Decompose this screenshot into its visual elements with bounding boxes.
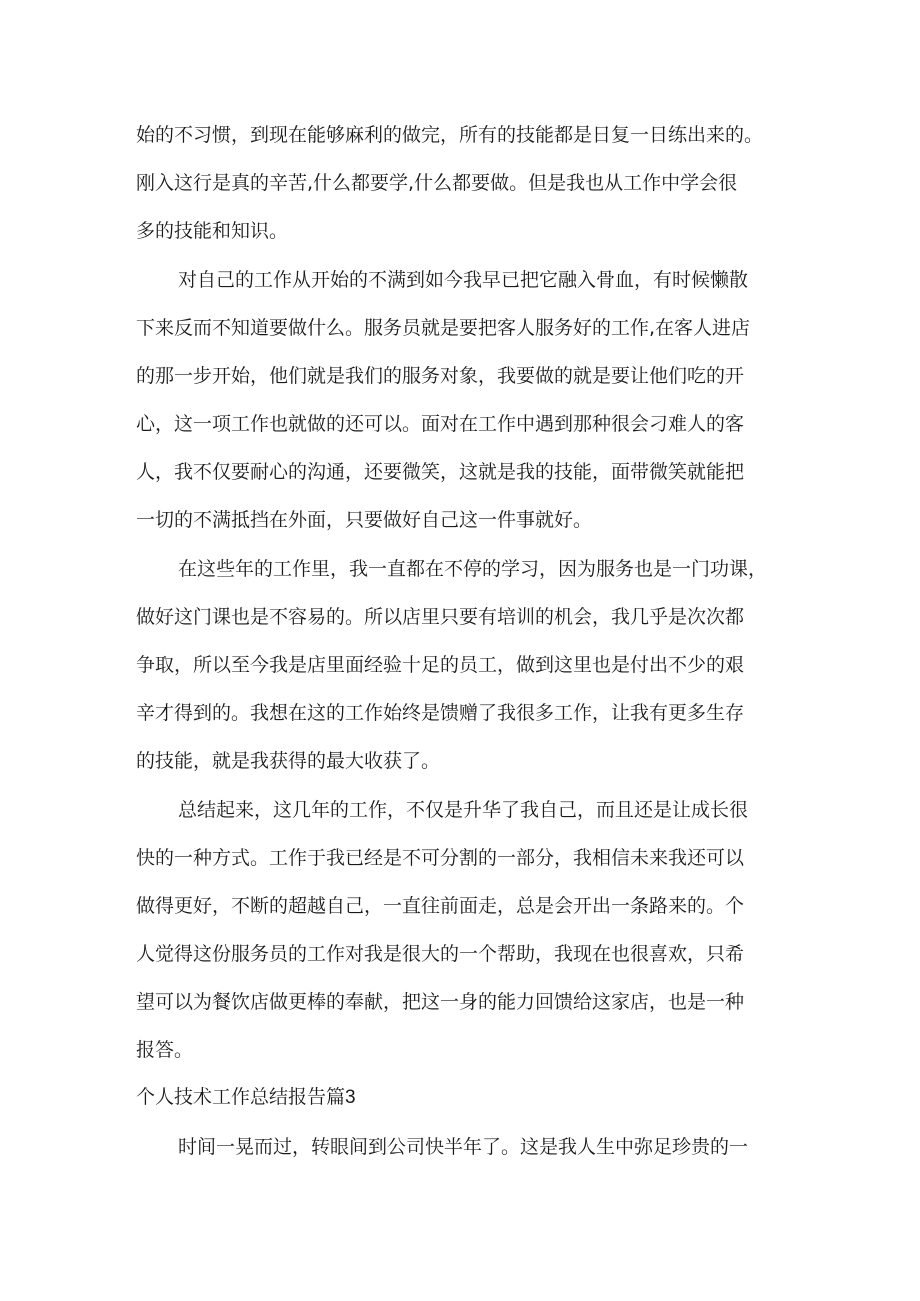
paragraph-4-line-1: 总结起来，这几年的工作，不仅是升华了我自己，而且还是让成长很 [178,799,749,821]
paragraph-1-line-3: 多的技能和知识。 [136,220,289,242]
paragraph-4-line-4: 人觉得这份服务员的工作对我是很大的一个帮助，我现在也很喜欢，只希 [136,943,745,965]
section-heading: 个人技术工作总结报告篇3 [136,1087,356,1108]
paragraph-3-line-1: 在这些年的工作里，我一直都在不停的学习，因为服务也是一门功课， [178,558,768,580]
paragraph-3-line-5: 的技能，就是我获得的最大收获了。 [136,750,441,772]
paragraph-3-line-4: 辛才得到的。我想在这的工作始终是馈赠了我很多工作，让我有更多生存 [136,702,745,724]
paragraph-2-line-3: 的那一步开始，他们就是我们的服务对象，我要做的就是要让他们吃的开 [136,365,745,387]
paragraph-2-line-1: 对自己的工作从开始的不满到如今我早已把它融入骨血，有时候懒散 [178,269,749,291]
paragraph-1-line-2: 刚入这行是真的辛苦,什么都要学,什么都要做。但是我也从工作中学会很 [136,172,738,194]
paragraph-4-line-3: 做得更好，不断的超越自己，一直往前面走，总是会开出一条路来的。个 [136,895,745,917]
paragraph-2-line-6: 一切的不满抵挡在外面，只要做好自己这一件事就好。 [136,509,593,531]
paragraph-2-line-2: 下来反而不知道要做什么。服务员就是要把客人服务好的工作,在客人进店 [136,317,751,339]
paragraph-4-line-5: 望可以为餐饮店做更棒的奉献，把这一身的能力回馈给这家店，也是一种 [136,991,745,1013]
paragraph-5-line-1: 时间一晃而过，转眼间到公司快半年了。这是我人生中弥足珍贵的一 [178,1136,749,1158]
paragraph-3-line-2: 做好这门课也是不容易的。所以店里只要有培训的机会，我几乎是次次都 [136,606,745,628]
paragraph-4-line-2: 快的一种方式。工作于我已经是不可分割的一部分，我相信未来我还可以 [136,847,745,869]
paragraph-2-line-5: 人，我不仅要耐心的沟通，还要微笑，这就是我的技能，面带微笑就能把 [136,461,745,483]
paragraph-4-line-6: 报答。 [136,1039,194,1061]
paragraph-2-line-4: 心，这一项工作也就做的还可以。面对在工作中遇到那种很会刁难人的客 [136,413,745,435]
paragraph-3-line-3: 争取，所以至今我是店里面经验十足的员工，做到这里也是付出不少的艰 [136,654,745,676]
paragraph-1-line-1: 始的不习惯，到现在能够麻利的做完，所有的技能都是日复一日练出来的。 [136,124,764,146]
